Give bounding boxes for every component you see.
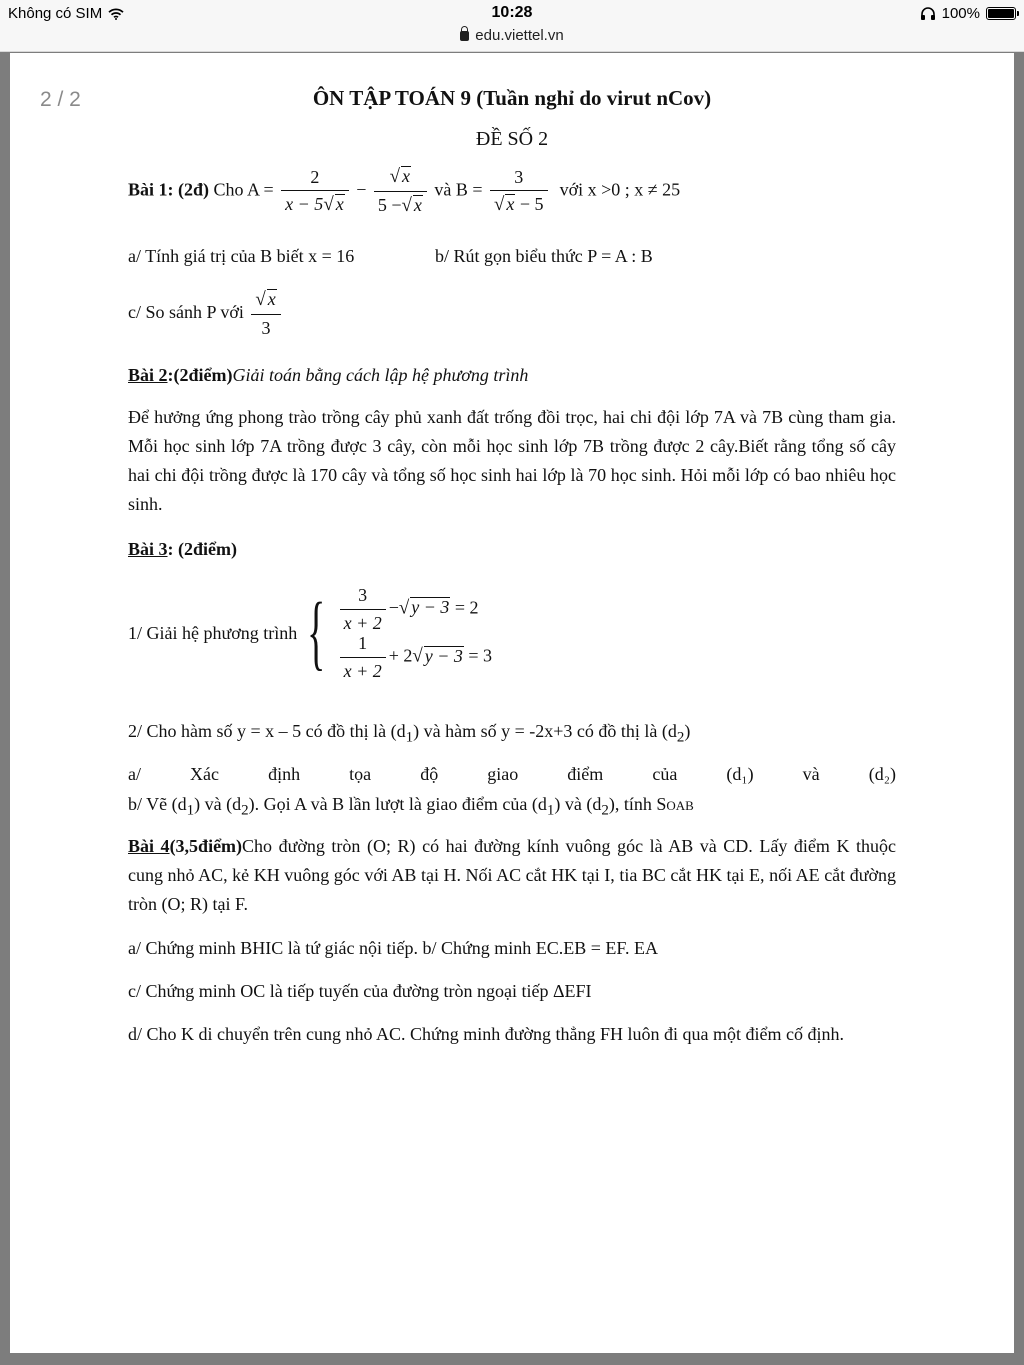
b3-eq1-rhs: = 2 <box>454 597 479 618</box>
b2-header <box>128 361 896 390</box>
b3-eq1-mid: − <box>388 597 399 618</box>
b1-x: x <box>413 194 422 215</box>
battery-icon <box>986 7 1016 20</box>
b3-q2-sub1: 1 <box>405 729 414 746</box>
battery-fill <box>988 9 1014 18</box>
b1-f2-den-text: 5 − <box>377 194 402 215</box>
b3-eq2: $\frac{1}{x + 2}$ + 2√ y − 3 = 3 <box>337 633 492 681</box>
b1-va-b: và B = <box>434 179 483 200</box>
b3-eq1-rad: y − 3 <box>411 597 450 618</box>
b2-body: Để hưởng ứng phong trào trồng cây phủ xanh đất trống đồi trọc, hai chi đội lớp 7A và 7B cùng tham gia. Mỗi học sinh lớp 7A trồng được 3 cây, còn mỗi học sinh lớp 7B trồng được 2 cây.Biết rằng tổng số cây hai chi đội trồng được là 170 cây và tổng số học sinh hai lớp là 70 học sinh. Hỏi mỗi lớp có bao nhiêu học sinh. <box>128 407 896 514</box>
b3-qa-word: định <box>268 764 301 784</box>
b1-qb: b/ Rút gọn biểu thức P = A : B <box>435 246 653 266</box>
b2-label: Bài 2 <box>128 365 168 385</box>
b3-eq2-num: 1 <box>358 633 368 654</box>
b3-qb-sub: 2 <box>601 802 609 819</box>
b1-qc-den: 3 <box>251 314 280 339</box>
b1-label: Bài 1: (2đ) <box>128 179 209 200</box>
b3-qb-c: ). Gọi A và B lần lượt là giao điểm của (d <box>248 794 547 814</box>
b3-eq1-num: 3 <box>358 585 368 605</box>
b3-qa-word: tọa <box>349 764 372 784</box>
b1-qc-fraction <box>251 289 280 338</box>
b1-x: x <box>506 194 515 215</box>
b3-qa-word: a/ <box>128 764 141 784</box>
b1-f2-den: 5 −√ x <box>374 191 427 217</box>
b4-label: Bài 4 <box>128 836 170 856</box>
b3-qb-e: ), tính S <box>608 794 667 814</box>
b1-qc-line <box>128 289 896 338</box>
b3-eq1-den <box>340 609 386 634</box>
b2-topic: Giải toán bằng cách lập hệ phương trình <box>232 365 529 385</box>
b3-qa <box>128 760 896 789</box>
b4-qa: a/ Chứng minh BHIC là tứ giác nội tiếp. b/ Chứng minh EC.EB = EF. EA <box>128 938 658 958</box>
b4-points: (3,5điểm) <box>169 836 243 856</box>
status-bar <box>0 0 1024 52</box>
b3-qa-word: độ <box>420 764 439 784</box>
b3-qa-word: của <box>652 764 678 784</box>
b3-qa-word: giao <box>487 764 519 784</box>
b1-qa: a/ Tính giá trị của B biết x = 16 <box>128 246 355 266</box>
b1-fraction-1 <box>281 167 349 216</box>
lock-icon <box>460 31 469 41</box>
b3-eq2-den-text: x + 2 <box>343 661 382 682</box>
b1-f1-den-text: x − 5 <box>285 194 324 215</box>
headphones-icon <box>920 7 936 21</box>
b3-qa-word: (d₁) <box>726 764 754 784</box>
b1-minus: − <box>356 179 367 200</box>
b3-eq2-rad: y − 3 <box>424 645 463 666</box>
b3-header <box>128 535 896 564</box>
doc-subtitle: ĐỀ SỐ 2 <box>475 128 549 150</box>
b3-q2-c: ) <box>684 721 691 741</box>
b4-qc: c/ Chứng minh OC là tiếp tuyến của đường tròn ngoại tiếp ΔEFI <box>128 981 592 1001</box>
b3-label: Bài 3 <box>128 539 168 559</box>
b3-qb-sub: 1 <box>546 802 555 819</box>
b1-f1-den: x − 5√ x <box>281 190 349 216</box>
b1-f3-den: √ x − 5 <box>490 190 548 216</box>
b3-qb <box>128 790 896 826</box>
doc-title: ÔN TẬP TOÁN 9 (Tuần nghỉ do virut nCov) <box>312 86 712 110</box>
address-bar[interactable] <box>0 27 1024 44</box>
b3-q2-b: ) và hàm số y = -2x+3 có đồ thị là (d <box>413 721 677 741</box>
b1-qc: c/ So sánh P với <box>128 301 244 322</box>
b3-eq1: $\frac{3}{x + 2}$ −√ y − 3 = 2 <box>337 585 492 633</box>
b1-condition: với x >0 ; x ≠ 25 <box>559 179 681 200</box>
b4-body: Cho đường tròn (O; R) có hai đường kính vuông góc là AB và CD. Lấy điểm K thuộc cung nhỏ AC, kẻ KH vuông góc với AB tại H. Nối AC cắt HK tại I, tia BC cắt HK tại E, nối AE cắt đường tròn (O; R) tại F. <box>128 836 896 914</box>
b1-f2-num: √ x <box>389 166 411 187</box>
document-page[interactable] <box>10 53 1014 1353</box>
url-text: edu.viettel.vn <box>475 27 564 44</box>
b3-qb-d: ) và (d <box>554 794 602 814</box>
b3-qa-word: điểm <box>567 764 604 784</box>
b1-f3-num: 3 <box>514 166 524 187</box>
b3-system <box>337 585 492 682</box>
status-right <box>920 5 1016 22</box>
b2-points: :(2điểm) <box>167 365 233 385</box>
b1-statement <box>128 166 896 216</box>
b3-eq2-fraction <box>340 633 386 681</box>
b1-fraction-2 <box>374 166 427 216</box>
b1-qc-num: √ x <box>255 289 276 310</box>
b3-qa-word: và <box>802 764 820 784</box>
b3-qb-sub: 2 <box>241 802 249 819</box>
b3-qb-soab: OAB <box>666 798 694 813</box>
b3-eq2-den <box>340 657 386 682</box>
status-time: 10:28 <box>491 4 533 21</box>
b3-q2-sub2: 2 <box>676 729 685 746</box>
b3-q1-label: 1/ Giải hệ phương trình <box>128 622 298 643</box>
b1-x: x <box>335 194 344 215</box>
b3-q2 <box>128 717 896 753</box>
b3-eq2-rhs: = 3 <box>468 645 493 666</box>
b1-f3-den-text: − 5 <box>515 194 544 215</box>
b3-qb-a: b/ Vẽ (d <box>128 794 187 814</box>
b1-x: x <box>267 289 276 309</box>
b4-statement <box>128 832 896 919</box>
brace-icon: { <box>306 586 326 680</box>
b4-qd: d/ Cho K di chuyển trên cung nhỏ AC. Chứng minh đường thẳng FH luôn đi qua một điểm cố định. <box>128 1024 844 1044</box>
b3-q2-a: 2/ Cho hàm số y = x – 5 có đồ thị là (d <box>128 721 406 741</box>
b3-qb-b: ) và (d <box>194 794 242 814</box>
b1-f1-num: 2 <box>310 166 320 187</box>
b3-points: : (2điểm) <box>167 539 237 559</box>
b1-cho-a: Cho A = <box>213 179 274 200</box>
b1-x: x <box>402 166 411 186</box>
b3-qa-word: (d₂) <box>868 764 896 784</box>
b3-qa-word: Xác <box>190 764 220 784</box>
page-indicator: 2 / 2 <box>40 88 81 111</box>
carrier-label: Không có SIM <box>8 5 103 22</box>
b1-fraction-3 <box>490 167 548 216</box>
b3-q1 <box>128 585 896 682</box>
b3-qb-sub: 1 <box>186 802 195 819</box>
b3-eq1-den-text: x + 2 <box>343 612 382 633</box>
b1-qa-line <box>128 242 896 271</box>
battery-percent: 100% <box>941 5 980 22</box>
b3-eq2-mid: + 2 <box>388 645 413 666</box>
b3-eq1-fraction <box>340 585 386 633</box>
